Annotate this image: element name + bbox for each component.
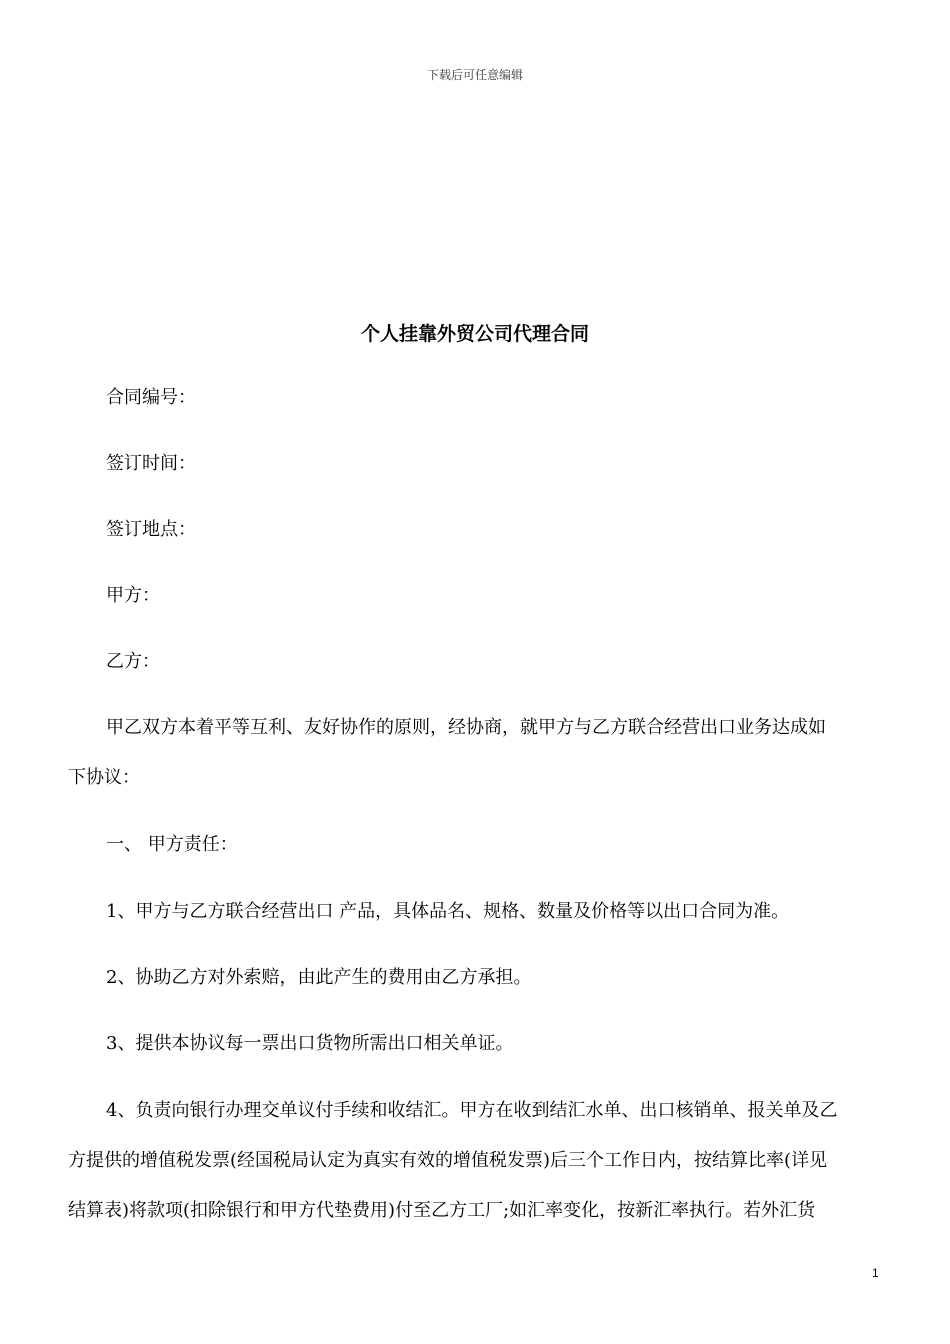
contract-number-field: 合同编号： (106, 387, 196, 408)
clause-4-line-2: 方提供的增值税发票(经国税局认定为真实有效的增值税发票)后三个工作日内，按结算比率(详见 (68, 1150, 828, 1171)
clause-4-line-1: 4、负责向银行办理交单议付手续和收结汇。甲方在收到结汇水单、出口核销单、报关单及乙 (106, 1100, 838, 1121)
document-title: 个人挂靠外贸公司代理合同 (360, 323, 589, 345)
intro-line-2: 下协议： (68, 767, 140, 788)
clause-2: 2、协助乙方对外索赔，由此产生的费用由乙方承担。 (106, 967, 532, 988)
party-a-field: 甲方： (106, 585, 160, 606)
clause-1: 1、甲方与乙方联合经营出口 产品，具体品名、规格、数量及价格等以出口合同为准。 (106, 901, 790, 922)
clause-3: 3、提供本协议每一票出口货物所需出口相关单证。 (106, 1033, 514, 1054)
party-b-field: 乙方： (106, 651, 160, 672)
header-note: 下载后可任意编辑 (426, 68, 523, 82)
section-heading: 一、 甲方责任： (106, 834, 238, 855)
sign-time-field: 签订时间： (106, 453, 196, 474)
clause-4-line-3: 结算表)将款项(扣除银行和甲方代垫费用)付至乙方工厂;如汇率变化，按新汇率执行。若外汇货 (68, 1200, 816, 1221)
sign-place-field: 签订地点： (106, 519, 196, 540)
page-number: 1 (872, 1266, 879, 1280)
intro-line-1: 甲乙双方本着平等互利、友好协作的原则，经协商，就甲方与乙方联合经营出口业务达成如 (106, 717, 826, 738)
